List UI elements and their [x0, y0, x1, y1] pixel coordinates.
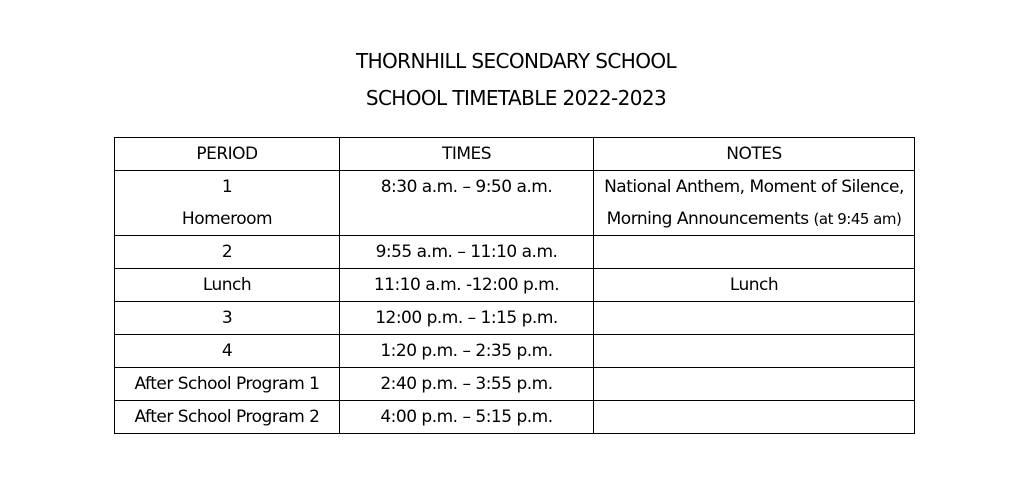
- period-cell: After School Program 2: [115, 401, 340, 434]
- table-row: [115, 171, 915, 236]
- period-cell: [115, 171, 340, 236]
- column-header-period: PERIOD: [115, 138, 340, 171]
- table-row: [115, 302, 915, 335]
- notes-cell: [594, 302, 915, 335]
- times-value: 8:30 a.m. – 9:50 a.m.: [380, 177, 553, 197]
- period-cell: After School Program 1: [115, 368, 340, 401]
- period-cell: 2: [115, 236, 340, 269]
- table-row: [115, 236, 915, 269]
- table-header-row: [115, 138, 915, 171]
- notes-cell: [594, 335, 915, 368]
- table-row: [115, 335, 915, 368]
- school-name: THORNHILL SECONDARY SCHOOL: [355, 49, 677, 73]
- column-header-times: TIMES: [340, 138, 594, 171]
- table-row: [115, 269, 915, 302]
- notes-line-2-main: Morning Announcements: [606, 209, 809, 229]
- notes-cell: [594, 171, 915, 236]
- timetable-title: SCHOOL TIMETABLE 2022-2023: [365, 86, 667, 110]
- notes-cell: Lunch: [594, 269, 915, 302]
- times-cell: 9:55 a.m. – 11:10 a.m.: [340, 236, 594, 269]
- column-header-notes: NOTES: [594, 138, 915, 171]
- period-label: Homeroom: [181, 209, 273, 229]
- period-cell: 3: [115, 302, 340, 335]
- table-row: [115, 368, 915, 401]
- period-cell: 4: [115, 335, 340, 368]
- notes-line-2: [596, 203, 912, 235]
- notes-line-2-time: (at 9:45 am): [813, 210, 902, 228]
- times-cell: 1:20 p.m. – 2:35 p.m.: [340, 335, 594, 368]
- period-cell: Lunch: [115, 269, 340, 302]
- times-cell: [340, 171, 594, 236]
- times-cell: 4:00 p.m. – 5:15 p.m.: [340, 401, 594, 434]
- times-cell: 2:40 p.m. – 3:55 p.m.: [340, 368, 594, 401]
- table-row: [115, 401, 915, 434]
- timetable: [114, 137, 915, 434]
- period-number: 1: [221, 177, 233, 197]
- notes-cell: [594, 368, 915, 401]
- times-cell: 11:10 a.m. -12:00 p.m.: [340, 269, 594, 302]
- times-cell: 12:00 p.m. – 1:15 p.m.: [340, 302, 594, 335]
- notes-line-1: National Anthem, Moment of Silence,: [604, 177, 904, 197]
- notes-cell: [594, 236, 915, 269]
- notes-cell: [594, 401, 915, 434]
